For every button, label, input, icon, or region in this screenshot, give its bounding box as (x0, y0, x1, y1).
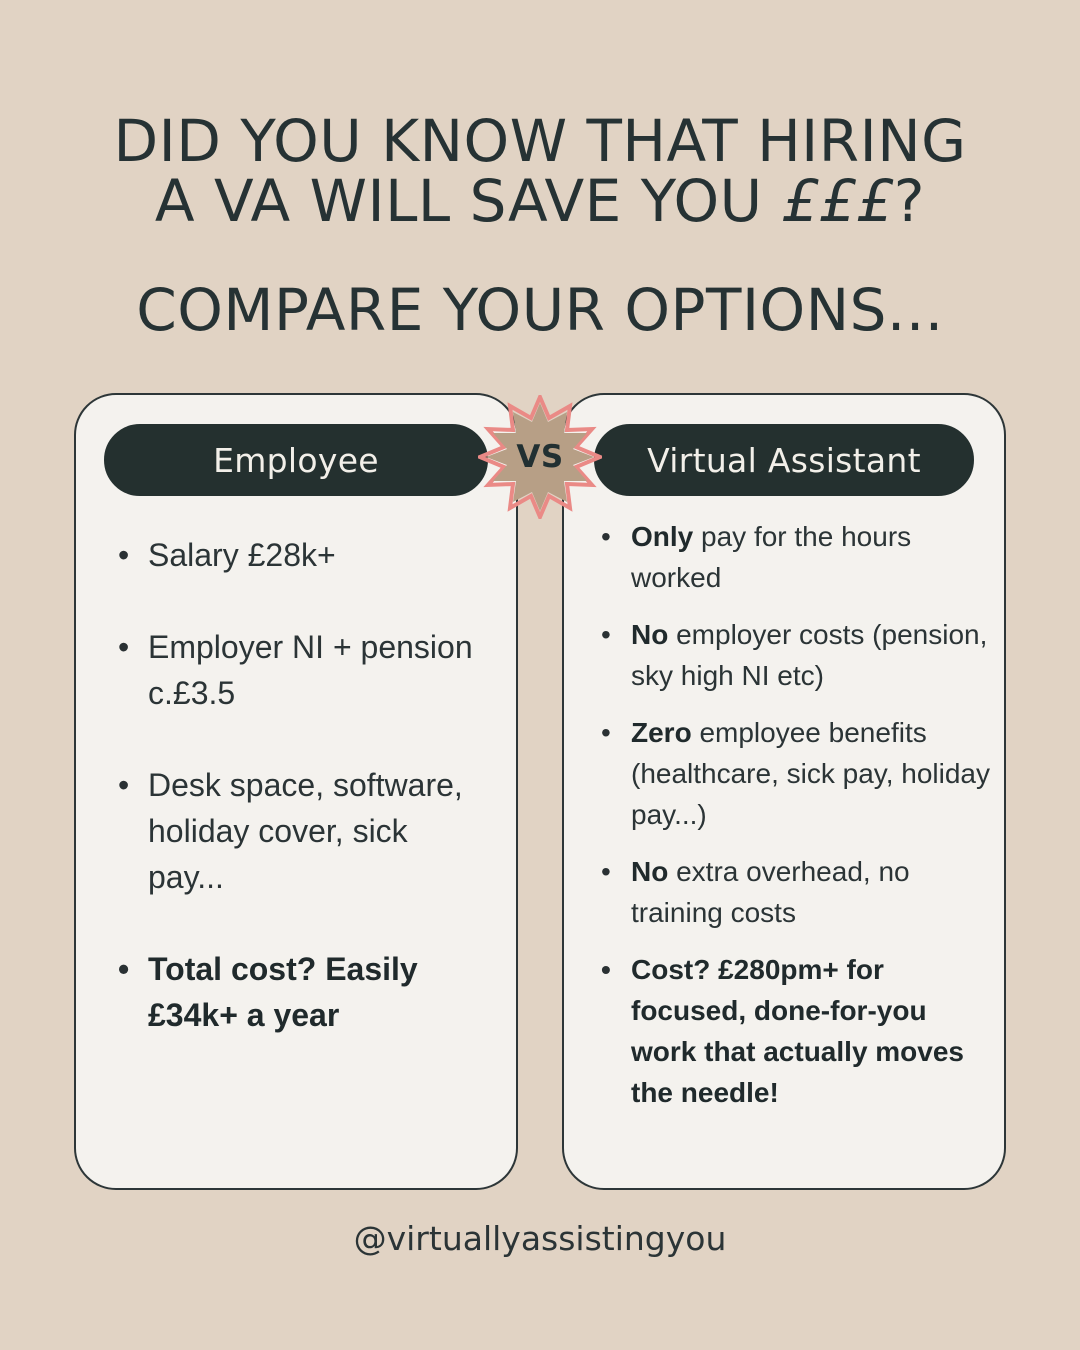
employee-ni-pension-text: Employer NI + pension c.£3.5 (148, 629, 473, 711)
va-overhead-text: extra overhead, no training costs (631, 856, 910, 928)
va-benefits-text: employee benefits (healthcare, sick pay, holiday pay...) (631, 717, 990, 830)
headline-line-2-suffix: ? (893, 166, 926, 235)
va-hours-text: pay for the hours worked (631, 521, 912, 593)
va-employer-costs-text: employer costs (pension, sky high NI etc) (631, 619, 988, 691)
headline-currency: £££ (781, 166, 894, 235)
va-list-item-hours (601, 516, 993, 598)
va-benefits-bold: Zero (631, 717, 692, 748)
employee-salary-text: Salary £28k+ (148, 537, 336, 573)
headline-line-2-prefix: A VA WILL SAVE YOU (154, 166, 763, 235)
va-cost-text: Cost? £280pm+ for focused, done-for-you work that actually moves the needle! (631, 954, 965, 1108)
va-list-item-benefits (601, 712, 993, 835)
va-employer-costs-bold: No (631, 619, 669, 650)
vs-badge (478, 395, 602, 519)
vs-label: VS (516, 439, 564, 475)
employee-title-pill: Employee (104, 424, 488, 496)
employee-total-text: Total cost? Easily £34k+ a year (148, 951, 418, 1033)
social-handle: @virtuallyassistingyou (353, 1219, 727, 1258)
employee-list-item-salary (118, 532, 478, 578)
employee-list-item-overheads (118, 762, 478, 900)
va-list-item-employer-costs (601, 614, 993, 696)
virtual-assistant-benefits-list (601, 516, 993, 1113)
va-list-item-cost (601, 949, 993, 1113)
va-list-item-overhead (601, 851, 993, 933)
employee-list-item-total (118, 946, 478, 1038)
va-overhead-bold: No (631, 856, 669, 887)
headline-compare: COMPARE YOUR OPTIONS... (136, 276, 944, 344)
employee-cost-list (118, 532, 478, 1038)
headline-question (0, 107, 1080, 235)
employee-list-item-ni-pension (118, 624, 478, 716)
va-hours-bold: Only (631, 521, 694, 552)
headline-line-2 (0, 166, 1080, 235)
headline-line-1: DID YOU KNOW THAT HIRING (113, 107, 967, 175)
virtual-assistant-title-pill: Virtual Assistant (594, 424, 974, 496)
employee-overheads-text: Desk space, software, holiday cover, sick pay... (148, 767, 463, 895)
